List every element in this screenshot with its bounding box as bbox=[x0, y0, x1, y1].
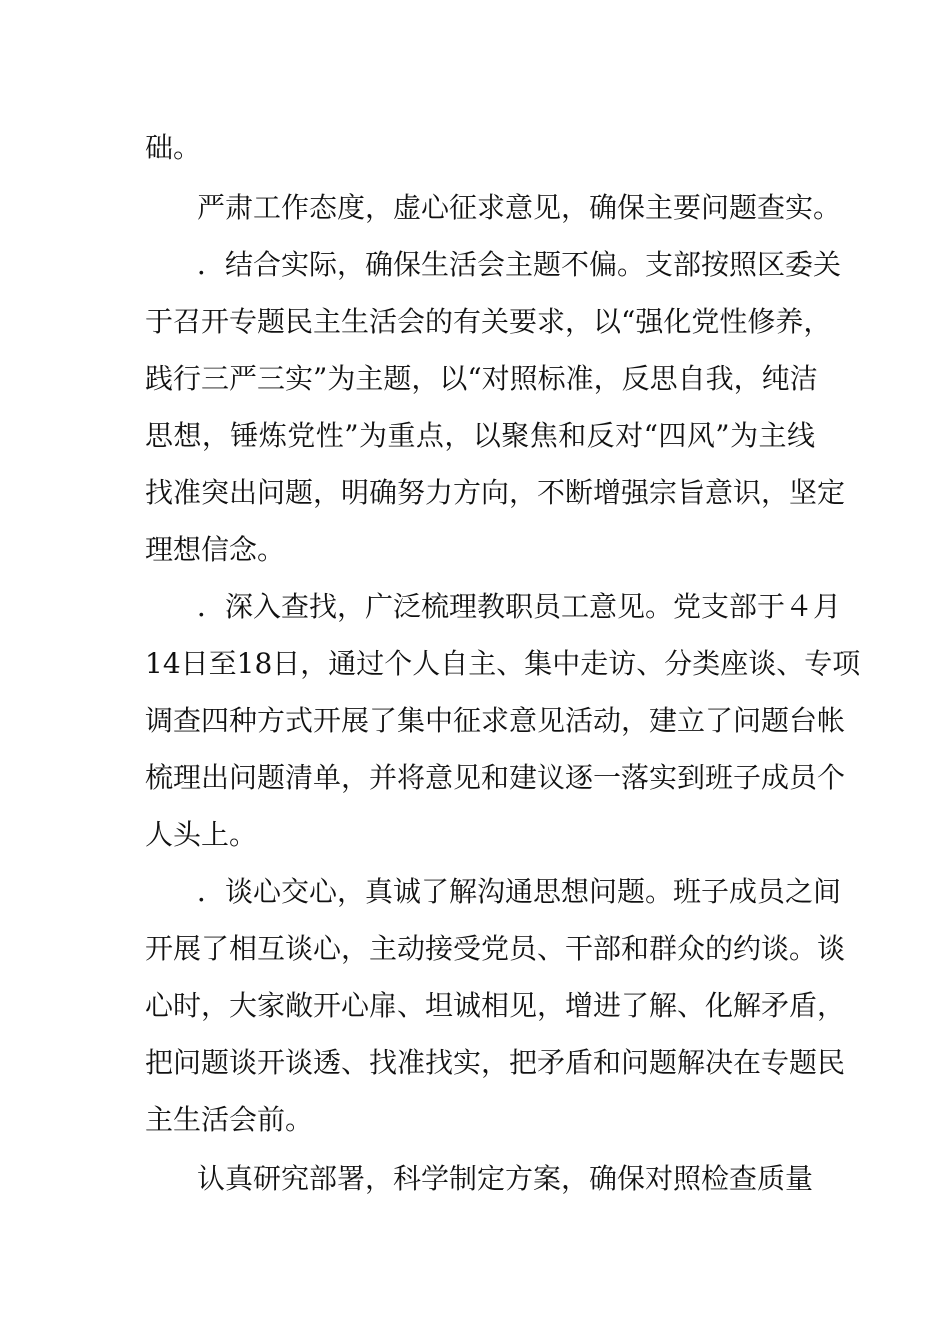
section-heading: 认真研究部署，科学制定方案，确保对照检查质量 bbox=[197, 1162, 814, 1195]
text-line: 理想信念。 bbox=[145, 533, 286, 566]
text-line: 人头上。 bbox=[145, 818, 258, 851]
text-line: ．结合实际，确保生活会主题不偏。支部按照区委关 bbox=[197, 248, 842, 281]
text-line: ．谈心交心，真诚了解沟通思想问题。班子成员之间 bbox=[197, 875, 842, 908]
text-line: 梳理出问题清单，并将意见和建议逐一落实到班子成员个 bbox=[145, 761, 846, 794]
text-line: 践行三严三实”为主题，以“对照标准，反思自我，纯洁 bbox=[145, 362, 818, 395]
text-line: 开展了相互谈心，主动接受党员、干部和群众的约谈。谈 bbox=[145, 932, 846, 965]
text-line: ．深入查找，广泛梳理教职员工意见。党支部于４月 bbox=[197, 590, 842, 623]
text-line: 思想，锤炼党性”为重点，以聚焦和反对“四风”为主线 bbox=[145, 419, 815, 452]
text-line: 调查四种方式开展了集中征求意见活动，建立了问题台帐 bbox=[145, 704, 846, 737]
text-line: 于召开专题民主生活会的有关要求，以“强化党性修养， bbox=[145, 305, 832, 338]
text-line: 14日至18日，通过个人自主、集中走访、分类座谈、专项 bbox=[145, 647, 861, 680]
text-line: 主生活会前。 bbox=[145, 1103, 314, 1136]
text-line: 找准突出问题，明确努力方向，不断增强宗旨意识，坚定 bbox=[145, 476, 846, 509]
section-heading: 严肃工作态度，虚心征求意见，确保主要问题查实。 bbox=[197, 191, 842, 224]
text-line: 础。 bbox=[145, 131, 202, 164]
text-line: 把问题谈开谈透、找准找实，把矛盾和问题解决在专题民 bbox=[145, 1046, 846, 1079]
text-line: 心时，大家敞开心扉、坦诚相见，增进了解、化解矛盾， bbox=[145, 989, 846, 1022]
